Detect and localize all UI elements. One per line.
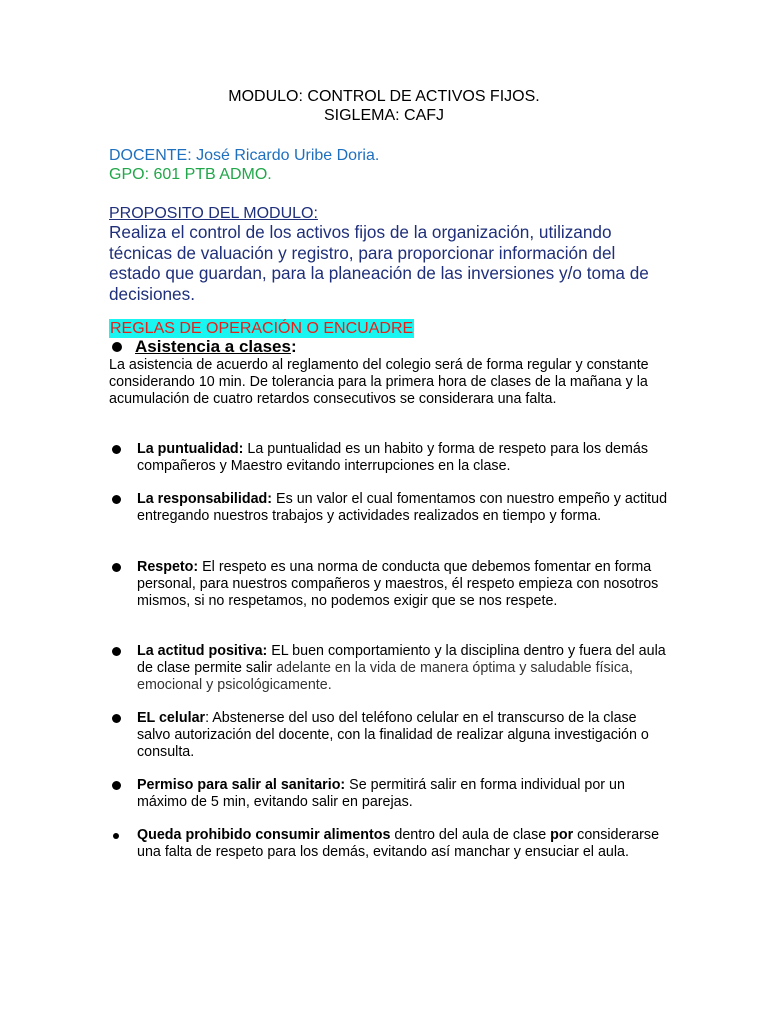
rule-label: Permiso para salir al sanitario:	[137, 777, 346, 793]
teacher-name: DOCENTE: José Ricardo Uribe Doria.	[109, 147, 380, 164]
rules-heading: REGLAS DE OPERACIÓN O ENCUADRE	[110, 320, 414, 337]
rule-label: La puntualidad:	[137, 441, 244, 457]
rule-text: : Abstenerse del uso del teléfono celular en el transcurso de la clase salvo autorización del docente, con la finalidad de realizar alguna investigación o consulta.	[137, 710, 649, 760]
rule-item	[109, 441, 669, 475]
rule-label-2: por	[550, 827, 574, 843]
rule-text-continued: considerarse una falta de respeto para los demás, evitando así manchar y ensuciar el aula.	[137, 827, 660, 860]
rule-text: dentro del aula de clase	[390, 827, 551, 843]
module-title: MODULO: CONTROL DE ACTIVOS FIJOS.	[228, 88, 540, 105]
purpose-heading: PROPOSITO DEL MODULO:	[109, 205, 318, 222]
rule-item	[109, 777, 669, 811]
rule-text: EL buen comportamiento y la disciplina dentro y fuera del aula de clase permite salir	[137, 643, 666, 676]
group-label: GPO: 601 PTB ADMO.	[109, 166, 272, 183]
attendance-colon: :	[290, 337, 297, 356]
module-siglema: SIGLEMA: CAFJ	[323, 107, 445, 124]
rule-item	[109, 827, 669, 861]
bullet-icon	[112, 647, 121, 656]
rule-text: Es un valor el cual fomentamos con nuestro empeño y actitud entregando nuestros trabajos y actividades realizados en tiempo y forma.	[137, 491, 668, 524]
attendance-text: La asistencia de acuerdo al reglamento del colegio será de forma regular y constante considerando 10 min. De tolerancia para la primera hora de clases de la mañana y la acumulación de cuatro retardos consecutivos se considerara una falta.	[109, 357, 649, 407]
rule-label: Respeto:	[137, 559, 199, 575]
rule-text: La puntualidad es un habito y forma de respeto para los demás compañeros y Maestro evitando interrupciones en la clase.	[137, 441, 648, 474]
rule-label: La responsabilidad:	[137, 491, 273, 507]
rule-text: El respeto es una norma de conducta que debemos fomentar en forma personal, para nuestros compañeros y maestros, él respeto empieza con nosotros mismos, si no respetamos, no podemos exigir que se nos respete.	[137, 559, 659, 609]
rule-item	[109, 491, 669, 525]
bullet-icon	[112, 495, 121, 504]
rule-text: Se permitirá salir en forma individual por un máximo de 5 min, evitando salir en parejas.	[137, 777, 625, 810]
rule-label: EL celular	[137, 710, 206, 726]
bullet-icon	[112, 445, 121, 454]
rule-label: Queda prohibido consumir alimentos	[137, 827, 391, 843]
rule-item	[109, 559, 669, 610]
rule-item	[109, 643, 669, 694]
bullet-icon	[112, 342, 122, 352]
bullet-icon	[112, 714, 121, 723]
rule-text-continued: adelante en la vida de manera óptima y saludable física, emocional y psicológicamente.	[137, 660, 633, 693]
attendance-label: Asistencia a clases	[135, 337, 291, 356]
bullet-icon	[112, 563, 121, 572]
rule-label: La actitud positiva:	[137, 643, 268, 659]
purpose-text: Realiza el control de los activos fijos de la organización, utilizando técnicas de valuación y registro, para proporcionar información del estado que guardan, para la planeación de las inversiones y/o toma de decisiones.	[109, 222, 649, 304]
rule-item	[109, 710, 669, 761]
bullet-icon	[113, 833, 119, 839]
attendance-heading	[109, 337, 297, 357]
bullet-icon	[112, 781, 121, 790]
